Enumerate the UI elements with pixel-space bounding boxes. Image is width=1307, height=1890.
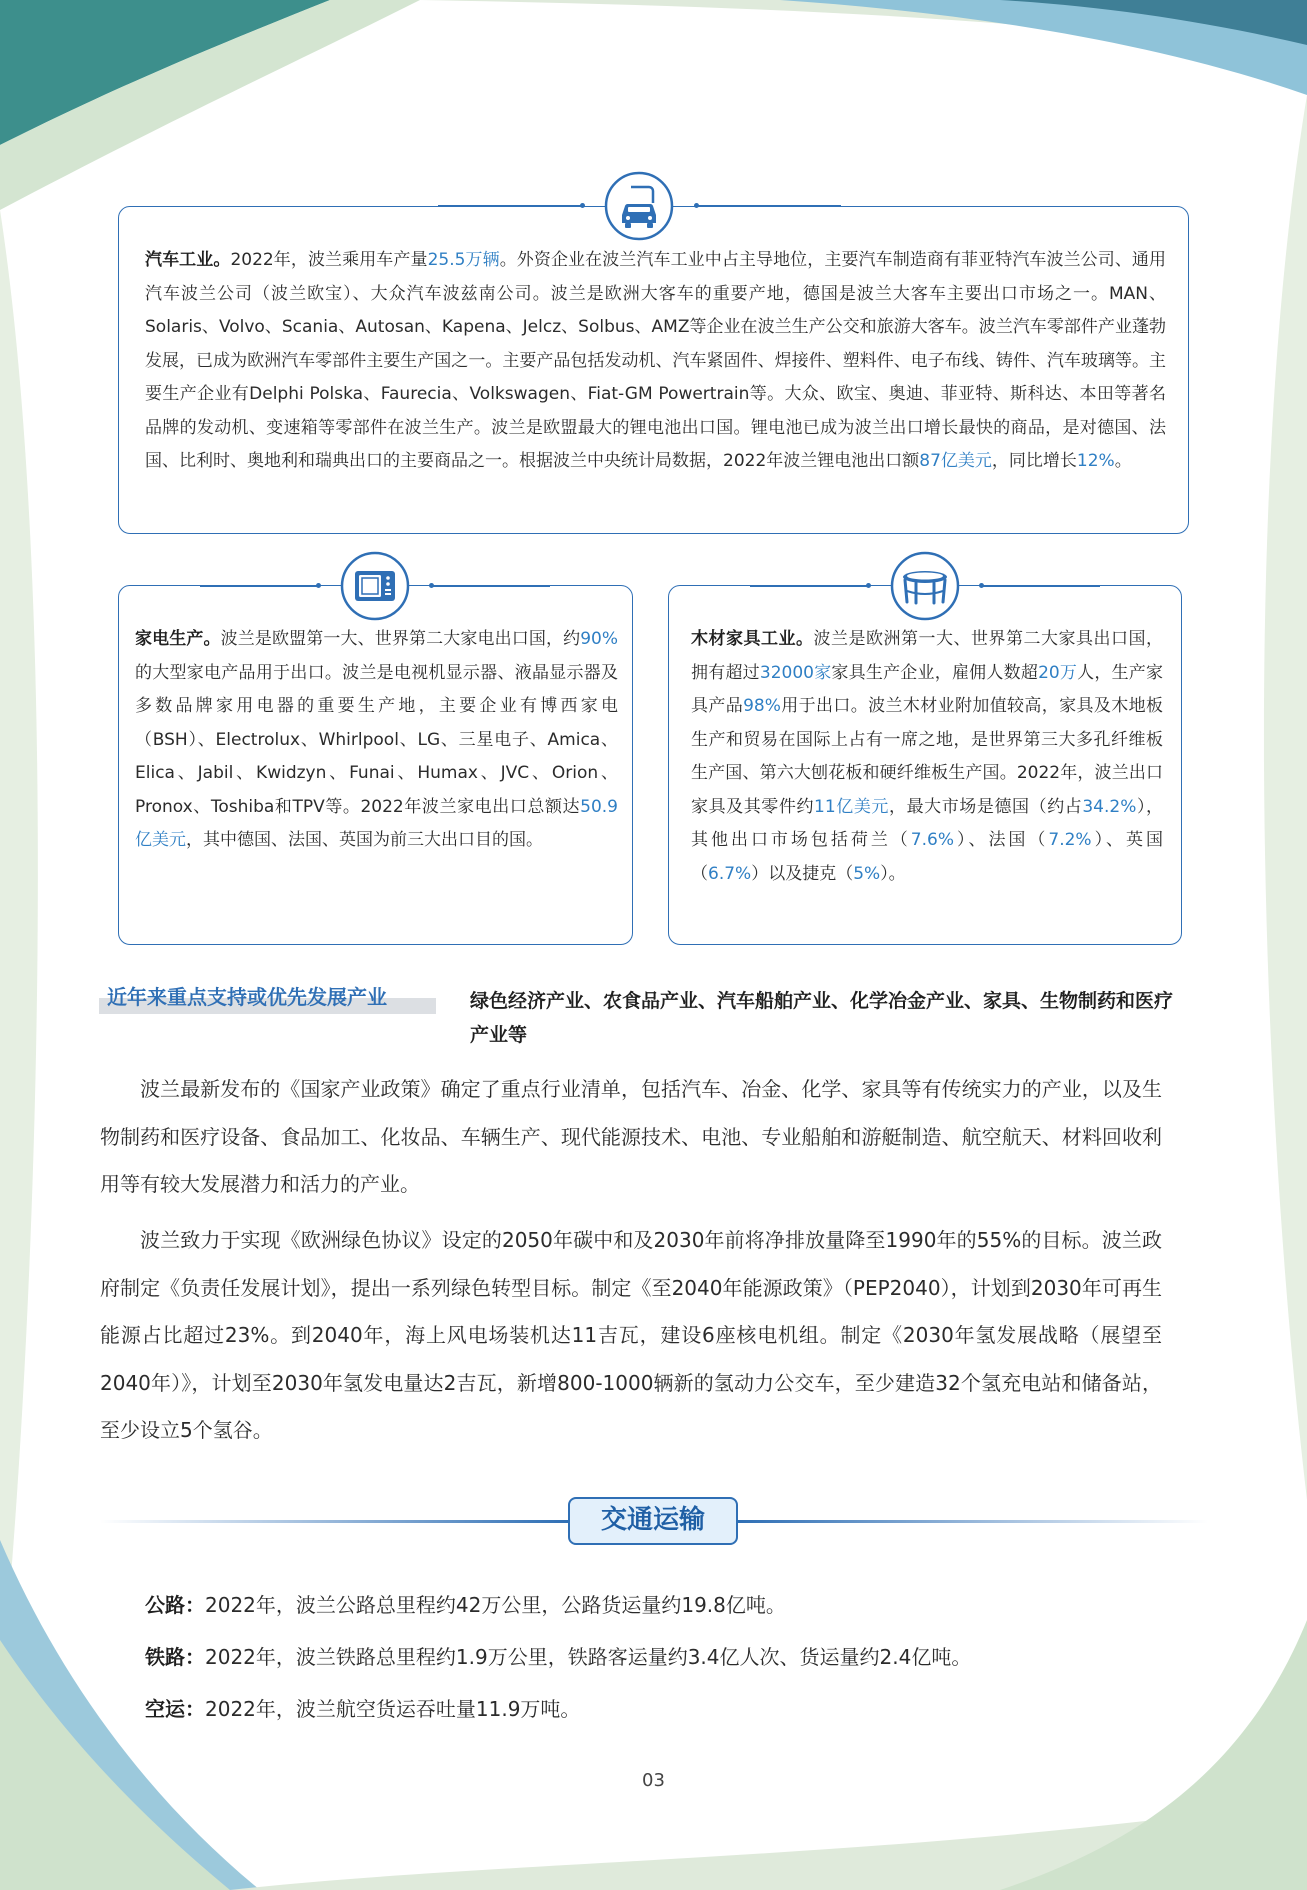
policy-paragraph-1: 波兰最新发布的《国家产业政策》确定了重点行业清单，包括汽车、冶金、化学、家具等有传统实力的产业，以及生物制药和医疗设备、食品加工、化妆品、车辆生产、现代能源技术、电池、专业船舶和游艇制造、航空航天、材料回收利用等有较大发展潜力和活力的产业。	[100, 1077, 1162, 1196]
transport-rail-label: 铁路：	[145, 1645, 205, 1669]
policy-paragraph-2: 波兰致力于实现《欧洲绿色协议》设定的2050年碳中和及2030年前将净排放量降至1990年的55%的目标。波兰政府制定《负责任发展计划》，提出一系列绿色转型目标。制定《至2040年能源政策》（PEP2040），计划到2030年可再生能源占比超过23%。到2040年，海上风电场装机达11吉瓦，建设6座核电机组。制定《2030年氢发展战略（展望至2040年）》，计划至2030年氢发电量达2吉瓦，新增800-1000辆新的氢动力公交车，至少建造32个氢充电站和储备站，至少设立5个氢谷。	[100, 1228, 1162, 1442]
auto-industry-title: 汽车工业。	[145, 250, 231, 270]
appliance-icon-line-right	[432, 585, 550, 587]
section-title-transport: 交通运输	[568, 1497, 738, 1545]
transport-air: 空运：2022年，波兰航空货运吞吐量11.9万吨。	[145, 1697, 581, 1721]
microwave-icon	[340, 551, 410, 621]
appliance-text: 家电生产。波兰是欧盟第一大、世界第二大家电出口国，约90%的大型家电产品用于出口。波兰是电视机显示器、液晶显示器及多数品牌家用电器的重要生产地，主要企业有博西家电（BSH）、Electrolux、Whirlpool、LG、三星电子、Amica、Elica、Jabil、Kwidzyn、Funai、Humax、JVC、Orion、Pronox、Toshiba和TPV等。2022年波兰家电出口总额达50.9亿美元，其中德国、法国、英国为前三大出口目的国。	[135, 629, 619, 850]
car-icon	[604, 171, 674, 241]
appliance-icon-line-left	[200, 585, 318, 587]
appliance-icon-dot-right	[429, 583, 434, 588]
table-icon	[890, 551, 960, 621]
auto-icon-line-left	[438, 205, 583, 207]
transport-road: 公路：2022年，波兰公路总里程约42万公里，公路货运量约19.8亿吨。	[145, 1593, 786, 1617]
appliance-box	[118, 585, 633, 945]
transport-road-label: 公路：	[145, 1593, 205, 1617]
transport-air-label: 空运：	[145, 1697, 205, 1721]
page-number: 03	[642, 1770, 665, 1791]
support-industries-label: 近年来重点支持或优先发展产业	[99, 980, 436, 1016]
auto-industry-box	[118, 206, 1189, 534]
furniture-title: 木材家具工业。	[691, 629, 814, 649]
furniture-icon-line-right	[982, 585, 1100, 587]
support-industries-text: 绿色经济产业、农食品产业、汽车船舶产业、化学冶金产业、家具、生物制药和医疗产业等	[470, 990, 1174, 1046]
furniture-icon-dot-left	[866, 583, 871, 588]
furniture-icon-line-left	[750, 585, 868, 587]
auto-icon-dot-left	[580, 203, 585, 208]
furniture-text: 木材家具工业。波兰是欧洲第一大、世界第二大家具出口国，拥有超过32000家家具生产企业，雇佣人数超20万人，生产家具产品98%用于出口。波兰木材业附加值较高，家具及木地板生产和贸易在国际上占有一席之地，是世界第三大多孔纤维板生产国、第六大刨花板和硬纤维板生产国。2022年，波兰出口家具及其零件约11亿美元，最大市场是德国（约占34.2%），其他出口市场包括荷兰（7.6%）、法国（7.2%）、英国（6.7%）以及捷克（5%）。	[691, 629, 1164, 884]
appliance-icon-dot-left	[316, 583, 321, 588]
transport-rail: 铁路：2022年，波兰铁路总里程约1.9万公里，铁路客运量约3.4亿人次、货运量约2.4亿吨。	[145, 1645, 972, 1669]
furniture-box	[668, 585, 1182, 945]
auto-icon-dot-right	[694, 203, 699, 208]
furniture-icon-dot-right	[979, 583, 984, 588]
appliance-title: 家电生产。	[135, 629, 221, 649]
auto-icon-line-right	[696, 205, 841, 207]
section-line-left	[100, 1520, 568, 1523]
section-line-right	[738, 1520, 1208, 1523]
auto-industry-text: 汽车工业。2022年，波兰乘用车产量25.5万辆。外资企业在波兰汽车工业中占主导地位，主要汽车制造商有菲亚特汽车波兰公司、通用汽车波兰公司（波兰欧宝）、大众汽车波兹南公司。波兰是欧洲大客车的重要产地，德国是波兰大客车主要出口市场之一。MAN、Solaris、Volvo、Scania、Autosan、Kapena、Jelcz、Solbus、AMZ等企业在波兰生产公交和旅游大客车。波兰汽车零部件产业蓬勃发展，已成为欧洲汽车零部件主要生产国之一。主要产品包括发动机、汽车紧固件、焊接件、塑料件、电子布线、铸件、汽车玻璃等。主要生产企业有Delphi Polska、Faurecia、Volkswagen、Fiat-GM Powertrain等。大众、欧宝、奥迪、菲亚特、斯科达、本田等著名品牌的发动机、变速箱等零部件在波兰生产。波兰是欧盟最大的锂电池出口国。锂电池已成为波兰出口增长最快的商品，是对德国、法国、比利时、奥地利和瑞典出口的主要商品之一。根据波兰中央统计局数据，2022年波兰锂电池出口额87亿美元，同比增长12%。	[145, 250, 1167, 471]
